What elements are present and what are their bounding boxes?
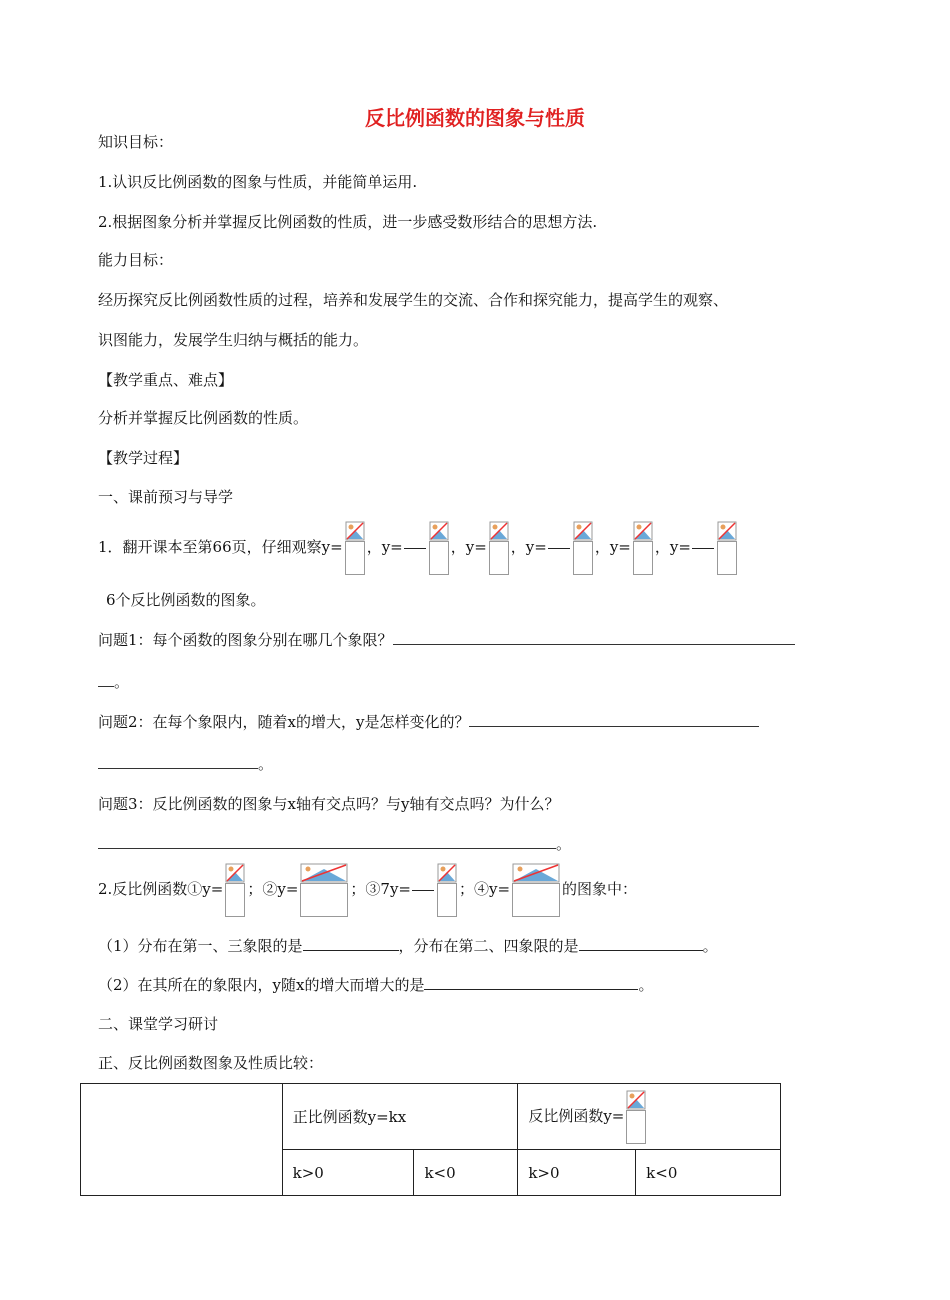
sub-2-text: （2）在其所在的象限内，y随x的增大而增大的是 [98, 976, 425, 994]
observe-suffix: 6个反比例函数的图象。 [106, 591, 266, 609]
ability-item-1: 经历探究反比例函数性质的过程，培养和发展学生的交流、合作和探究能力，提高学生的观察、 [98, 291, 729, 309]
broken-image-icon [573, 521, 593, 575]
inverse-header [518, 1084, 781, 1150]
answer-blank[interactable] [469, 712, 759, 727]
inverse-header-text: 反比例函数y= [528, 1106, 625, 1125]
question-2-text: 问题2：在每个象限内，随着x的增大，y是怎样变化的？ [98, 713, 470, 731]
period: 。 [702, 937, 718, 955]
page-title: 反比例函数的图象与性质 [365, 106, 585, 130]
eq-label: y= [321, 538, 343, 556]
item-2-line [98, 862, 637, 917]
eq-label: ，y= [450, 538, 487, 556]
item-2-eq: ；④y= [459, 880, 511, 898]
section-1-heading: 一、课前预习与导学 [98, 488, 234, 506]
item-2-prefix: 2.反比例函数①y= [98, 880, 224, 898]
question-2-cont [98, 754, 273, 774]
focus-text: 分析并掌握反比例函数的性质。 [98, 409, 309, 427]
table-cell: k>0 [518, 1150, 636, 1196]
broken-image-icon [429, 521, 449, 575]
table-cell: k>0 [282, 1150, 414, 1196]
ability-heading: 能力目标： [98, 251, 174, 269]
broken-image-icon [512, 863, 560, 917]
answer-blank[interactable] [303, 936, 399, 951]
compare-heading: 正、反比例函数图象及性质比较： [98, 1054, 324, 1072]
question-2 [98, 712, 759, 732]
ability-item-2: 识图能力，发展学生归纳与概括的能力。 [98, 331, 369, 349]
answer-blank[interactable] [393, 630, 795, 645]
answer-blank[interactable] [98, 834, 556, 849]
table-blank-cell [81, 1084, 283, 1196]
comparison-table [80, 1083, 781, 1196]
minus-sign [412, 890, 434, 891]
minus-sign [548, 548, 570, 549]
item-2-eq: ；③7y= [350, 880, 411, 898]
question-3-cont [98, 834, 571, 854]
sub-1-text-a: （1）分布在第一、三象限的是 [98, 937, 303, 955]
eq-label: ，y= [654, 538, 691, 556]
table-cell: k<0 [414, 1150, 518, 1196]
minus-sign [404, 548, 426, 549]
period: 。 [556, 835, 572, 853]
knowledge-heading: 知识目标： [98, 133, 174, 151]
knowledge-item-1: 1.认识反比例函数的图象与性质，并能简单运用. [98, 173, 418, 191]
broken-image-icon [225, 863, 245, 917]
question-1-text: 问题1：每个函数的图象分别在哪几个象限？ [98, 631, 393, 649]
sub-question-2 [98, 975, 654, 995]
answer-blank[interactable] [424, 975, 638, 990]
section-2-heading: 二、课堂学习研讨 [98, 1015, 219, 1033]
sub-1-text-b: ，分布在第二、四象限的是 [398, 937, 579, 955]
question-3: 问题3：反比例函数的图象与x轴有交点吗？与y轴有交点吗？为什么？ [98, 795, 560, 813]
item-2-suffix: 的图象中： [562, 880, 638, 898]
eq-label: ，y= [594, 538, 631, 556]
answer-blank[interactable] [98, 754, 258, 769]
answer-blank[interactable] [579, 936, 703, 951]
knowledge-item-2: 2.根据图象分析并掌握反比例函数的性质，进一步感受数形结合的思想方法. [98, 213, 598, 231]
observe-line [98, 520, 739, 575]
period: 。 [638, 976, 654, 994]
table-cell: k<0 [636, 1150, 781, 1196]
broken-image-icon [345, 521, 365, 575]
item-2-eq: ；②y= [247, 880, 299, 898]
broken-image-icon [489, 521, 509, 575]
broken-image-icon [717, 521, 737, 575]
eq-label: ，y= [366, 538, 403, 556]
eq-label: ，y= [510, 538, 547, 556]
question-1-cont [98, 672, 129, 692]
question-1 [98, 630, 795, 650]
period: 。 [114, 673, 130, 691]
observe-prefix: 1．翻开课本至第66页，仔细观察 [98, 538, 322, 556]
broken-image-icon [437, 863, 457, 917]
broken-image-icon [633, 521, 653, 575]
process-heading: 【教学过程】 [98, 449, 189, 467]
broken-image-icon [300, 863, 348, 917]
answer-blank[interactable] [98, 672, 114, 687]
period: 。 [258, 755, 274, 773]
minus-sign [692, 548, 714, 549]
direct-header: 正比例函数y=kx [282, 1084, 518, 1150]
sub-question-1 [98, 936, 718, 956]
focus-heading: 【教学重点、难点】 [98, 371, 234, 389]
broken-image-icon [626, 1090, 646, 1144]
